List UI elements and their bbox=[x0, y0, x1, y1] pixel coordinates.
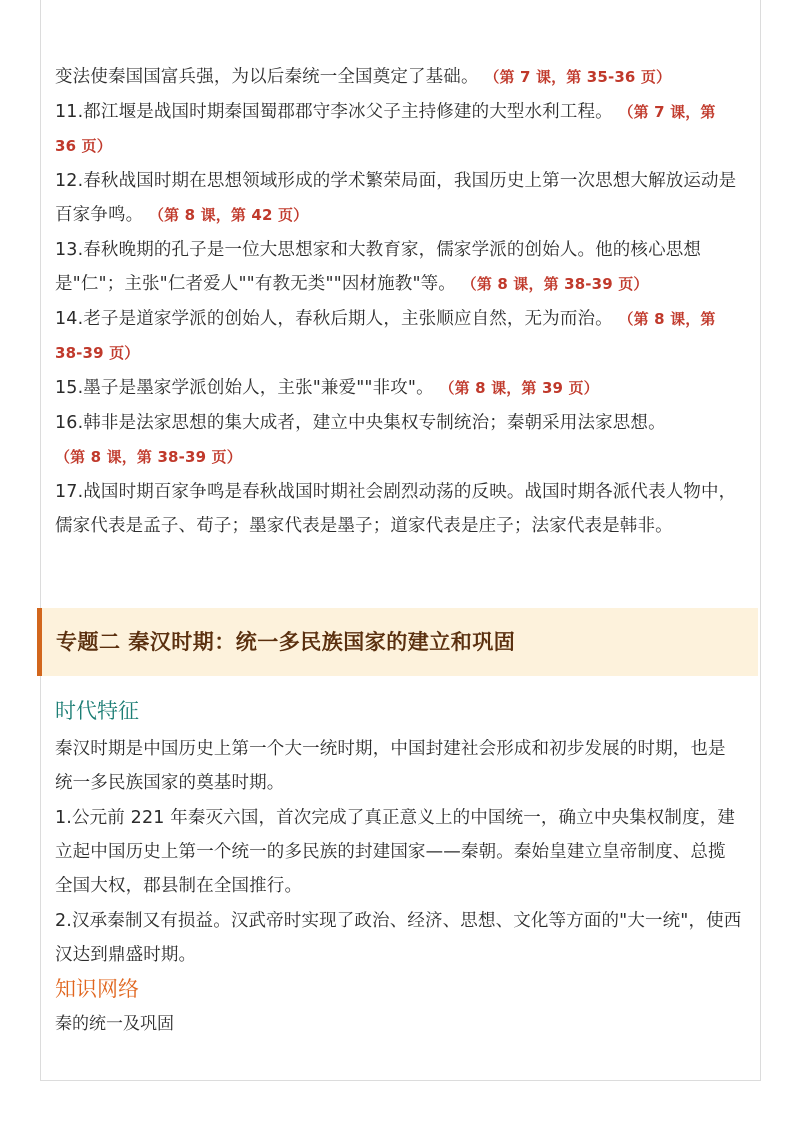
page-citation: （第 8 课，第 38-39 页） bbox=[55, 448, 242, 466]
list-item bbox=[55, 406, 742, 474]
topic-title: 专题二 秦汉时期：统一多民族国家的建立和巩固 bbox=[56, 630, 516, 654]
page-citation: （第 8 课，第 38-39 页） bbox=[55, 310, 716, 362]
era-section bbox=[55, 694, 742, 1039]
item-text: 15.墨子是墨家学派创始人，主张"兼爱""非攻"。 bbox=[55, 378, 434, 398]
item-text: 变法使秦国国富兵强，为以后秦统一全国奠定了基础。 bbox=[55, 67, 479, 87]
item-text: 11.都江堰是战国时期秦国蜀郡郡守李冰父子主持修建的大型水利工程。 bbox=[55, 102, 613, 122]
list-item bbox=[55, 60, 742, 94]
item-text: 16.韩非是法家思想的集大成者，建立中央集权专制统治；秦朝采用法家思想。 bbox=[55, 413, 666, 433]
list-item bbox=[55, 95, 742, 163]
page-citation: （第 7 课，第 35-36 页） bbox=[484, 68, 672, 86]
item-text: 13.春秋晚期的孔子是一位大思想家和大教育家，儒家学派的创始人。他的核心思想是"仁"；主张"仁者爱人""有教无类""因材施教"等。 bbox=[55, 240, 702, 294]
page-citation: （第 7 课，第 36 页） bbox=[55, 103, 716, 155]
era-heading: 时代特征 bbox=[55, 699, 139, 723]
page-citation: （第 8 课，第 42 页） bbox=[148, 206, 309, 224]
list-item bbox=[55, 302, 742, 370]
list-item bbox=[55, 233, 742, 301]
network-subheading: 秦的统一及巩固 bbox=[55, 1014, 174, 1034]
network-heading: 知识网络 bbox=[55, 977, 139, 1001]
list-item bbox=[55, 371, 742, 405]
item-text: 17.战国时期百家争鸣是春秋战国时期社会剧烈动荡的反映。战国时期各派代表人物中，儒家代表是孟子、荀子；墨家代表是墨子；道家代表是庄子；法家代表是韩非。 bbox=[55, 482, 737, 536]
list-item bbox=[55, 475, 742, 543]
era-point-2: 2.汉承秦制又有损益。汉武帝时实现了政治、经济、思想、文化等方面的"大一统"，使西汉达到鼎盛时期。 bbox=[55, 911, 742, 965]
item-text: 12.春秋战国时期在思想领域形成的学术繁荣局面，我国历史上第一次思想大解放运动是百家争鸣。 bbox=[55, 171, 737, 225]
page-citation: （第 8 课，第 38-39 页） bbox=[461, 275, 649, 293]
page-citation: （第 8 课，第 39 页） bbox=[439, 379, 599, 397]
era-point-1: 1.公元前 221 年秦灭六国，首次完成了真正意义上的中国统一，确立中央集权制度，建立起中国历史上第一个统一的多民族的封建国家——秦朝。秦始皇建立皇帝制度、总揽全国大权，郡县制在全国推行。 bbox=[55, 808, 736, 896]
list-item bbox=[55, 164, 742, 232]
era-intro: 秦汉时期是中国历史上第一个大一统时期，中国封建社会形成和初步发展的时期，也是统一多民族国家的奠基时期。 bbox=[55, 739, 726, 793]
document-page bbox=[40, 0, 761, 1081]
item-text: 14.老子是道家学派的创始人，春秋后期人，主张顺应自然，无为而治。 bbox=[55, 309, 613, 329]
topic-banner bbox=[37, 608, 758, 676]
knowledge-list bbox=[55, 60, 742, 544]
